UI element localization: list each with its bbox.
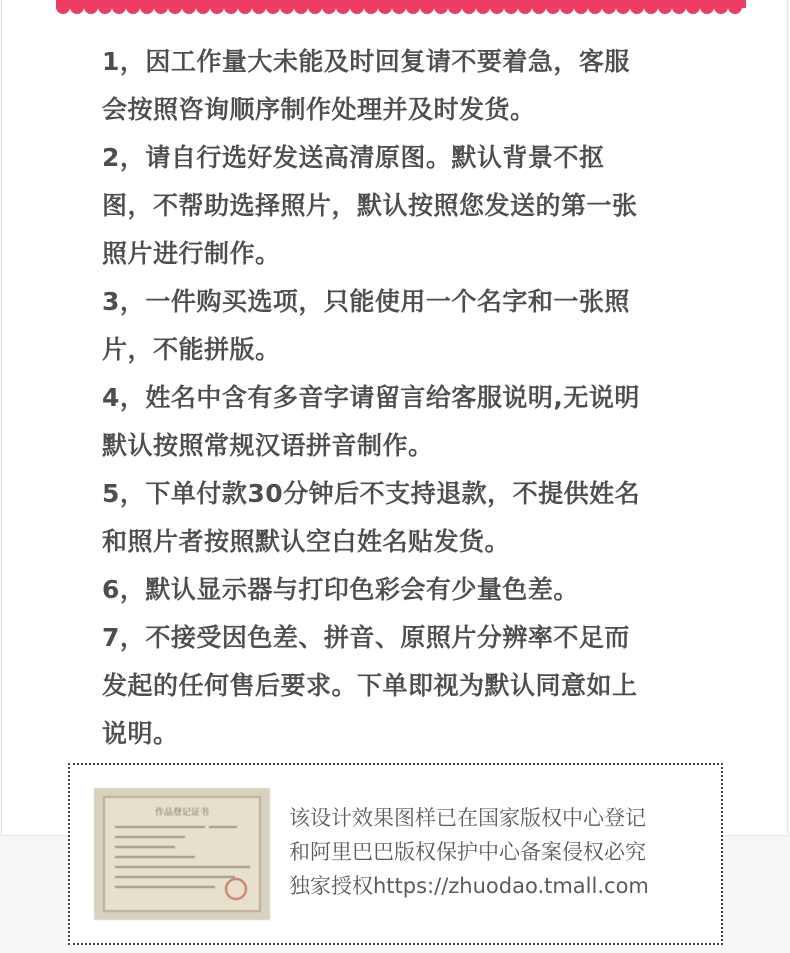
- copyright-notice: [289, 801, 709, 903]
- scallop-dot: [224, 0, 238, 14]
- scallop-dot: [490, 0, 504, 14]
- copyright-line-1: 该设计效果图样已在国家版权中心登记: [289, 806, 646, 830]
- scallop-dot: [434, 0, 448, 14]
- scallop-dot: [126, 0, 140, 14]
- copyright-line-2: 和阿里巴巴版权保护中心备案侵权必究: [289, 840, 646, 864]
- scallop-dot: [616, 0, 630, 14]
- notice-4-line-2: 默认按照常规汉语拼音制作。: [102, 431, 434, 460]
- notice-2-line-1: 2，请自行选好发送高清原图。默认背景不抠: [102, 143, 605, 172]
- scallop-dot: [98, 0, 112, 14]
- scallop-dot: [658, 0, 672, 14]
- notice-7-line-2: 发起的任何售后要求。下单即视为默认同意如上: [102, 671, 638, 700]
- scallop-dot: [630, 0, 644, 14]
- notice-1-line-1: 1，因工作量大未能及时回复请不要着急，客服: [102, 47, 630, 76]
- scallop-dot: [378, 0, 392, 14]
- scallop-dot: [560, 0, 574, 14]
- notice-5-line-1: 5，下单付款30分钟后不支持退款，不提供姓名: [102, 479, 641, 508]
- scallop-dot: [602, 0, 616, 14]
- certificate-text-line: [115, 856, 195, 858]
- scallop-dot: [252, 0, 266, 14]
- scallop-dot: [700, 0, 714, 14]
- scallop-dot: [686, 0, 700, 14]
- certificate-text-line: [115, 846, 175, 848]
- notice-1-line-2: 会按照咨询顺序制作处理并及时发货。: [102, 95, 536, 124]
- scallop-dot: [84, 0, 98, 14]
- scallop-edge: [56, 0, 746, 14]
- copyright-box: [68, 763, 723, 945]
- certificate-frame: [103, 796, 261, 912]
- certificate-text-line: [209, 826, 237, 828]
- notice-4-line-1: 4，姓名中含有多音字请留言给客服说明,无说明: [102, 383, 640, 412]
- certificate-text-line: [115, 876, 235, 878]
- scallop-dot: [294, 0, 308, 14]
- scallop-dot: [518, 0, 532, 14]
- scallop-dot: [546, 0, 560, 14]
- notice-5-line-2: 和照片者按照默认空白姓名贴发货。: [102, 527, 511, 556]
- scallop-dot: [210, 0, 224, 14]
- scallop-dot: [266, 0, 280, 14]
- scallop-dot: [308, 0, 322, 14]
- scallop-dot: [574, 0, 588, 14]
- notice-card: [1, 0, 788, 836]
- scallop-dot: [672, 0, 686, 14]
- scallop-dot: [420, 0, 434, 14]
- notice-6-line-1: 6，默认显示器与打印色彩会有少量色差。: [102, 575, 579, 604]
- scallop-dot: [70, 0, 84, 14]
- scallop-dot: [140, 0, 154, 14]
- certificate-text-line: [115, 886, 215, 888]
- scallop-dot: [280, 0, 294, 14]
- scallop-dot: [644, 0, 658, 14]
- notice-3-line-1: 3，一件购买选项，只能使用一个名字和一张照: [102, 287, 630, 316]
- notice-list: [102, 38, 722, 758]
- certificate-seal-icon: [225, 878, 247, 900]
- notice-7-line-1: 7，不接受因色差、拼音、原照片分辨率不足而: [102, 623, 630, 652]
- certificate-text-line: [115, 836, 185, 838]
- scallop-dot: [588, 0, 602, 14]
- scallop-dot: [322, 0, 336, 14]
- certificate-title: 作品登记证书: [154, 808, 209, 818]
- scallop-dot: [168, 0, 182, 14]
- copyright-line-3: 独家授权https://zhuodao.tmall.com: [289, 874, 649, 898]
- scallop-dot: [392, 0, 406, 14]
- scallop-dot: [504, 0, 518, 14]
- scallop-dot: [364, 0, 378, 14]
- certificate-text-line: [115, 866, 250, 868]
- scallop-dot: [532, 0, 546, 14]
- scallop-dot: [728, 0, 742, 14]
- scallop-dot: [182, 0, 196, 14]
- scallop-dot: [154, 0, 168, 14]
- scallop-dot: [448, 0, 462, 14]
- scallop-dot: [350, 0, 364, 14]
- scallop-dot: [196, 0, 210, 14]
- notice-7-line-3: 说明。: [102, 719, 179, 748]
- scallop-dot: [462, 0, 476, 14]
- scallop-dot: [406, 0, 420, 14]
- certificate-image: [94, 788, 270, 920]
- scallop-dot: [336, 0, 350, 14]
- scallop-dot: [476, 0, 490, 14]
- certificate-text-line: [115, 826, 205, 828]
- scallop-dot: [56, 0, 70, 14]
- scallop-dot: [238, 0, 252, 14]
- decorative-header-strip: [56, 0, 746, 14]
- scallop-dot: [112, 0, 126, 14]
- scallop-dot: [714, 0, 728, 14]
- notice-2-line-2: 图，不帮助选择照片，默认按照您发送的第一张: [102, 191, 638, 220]
- notice-3-line-2: 片，不能拼版。: [102, 335, 281, 364]
- notice-2-line-3: 照片进行制作。: [102, 239, 281, 268]
